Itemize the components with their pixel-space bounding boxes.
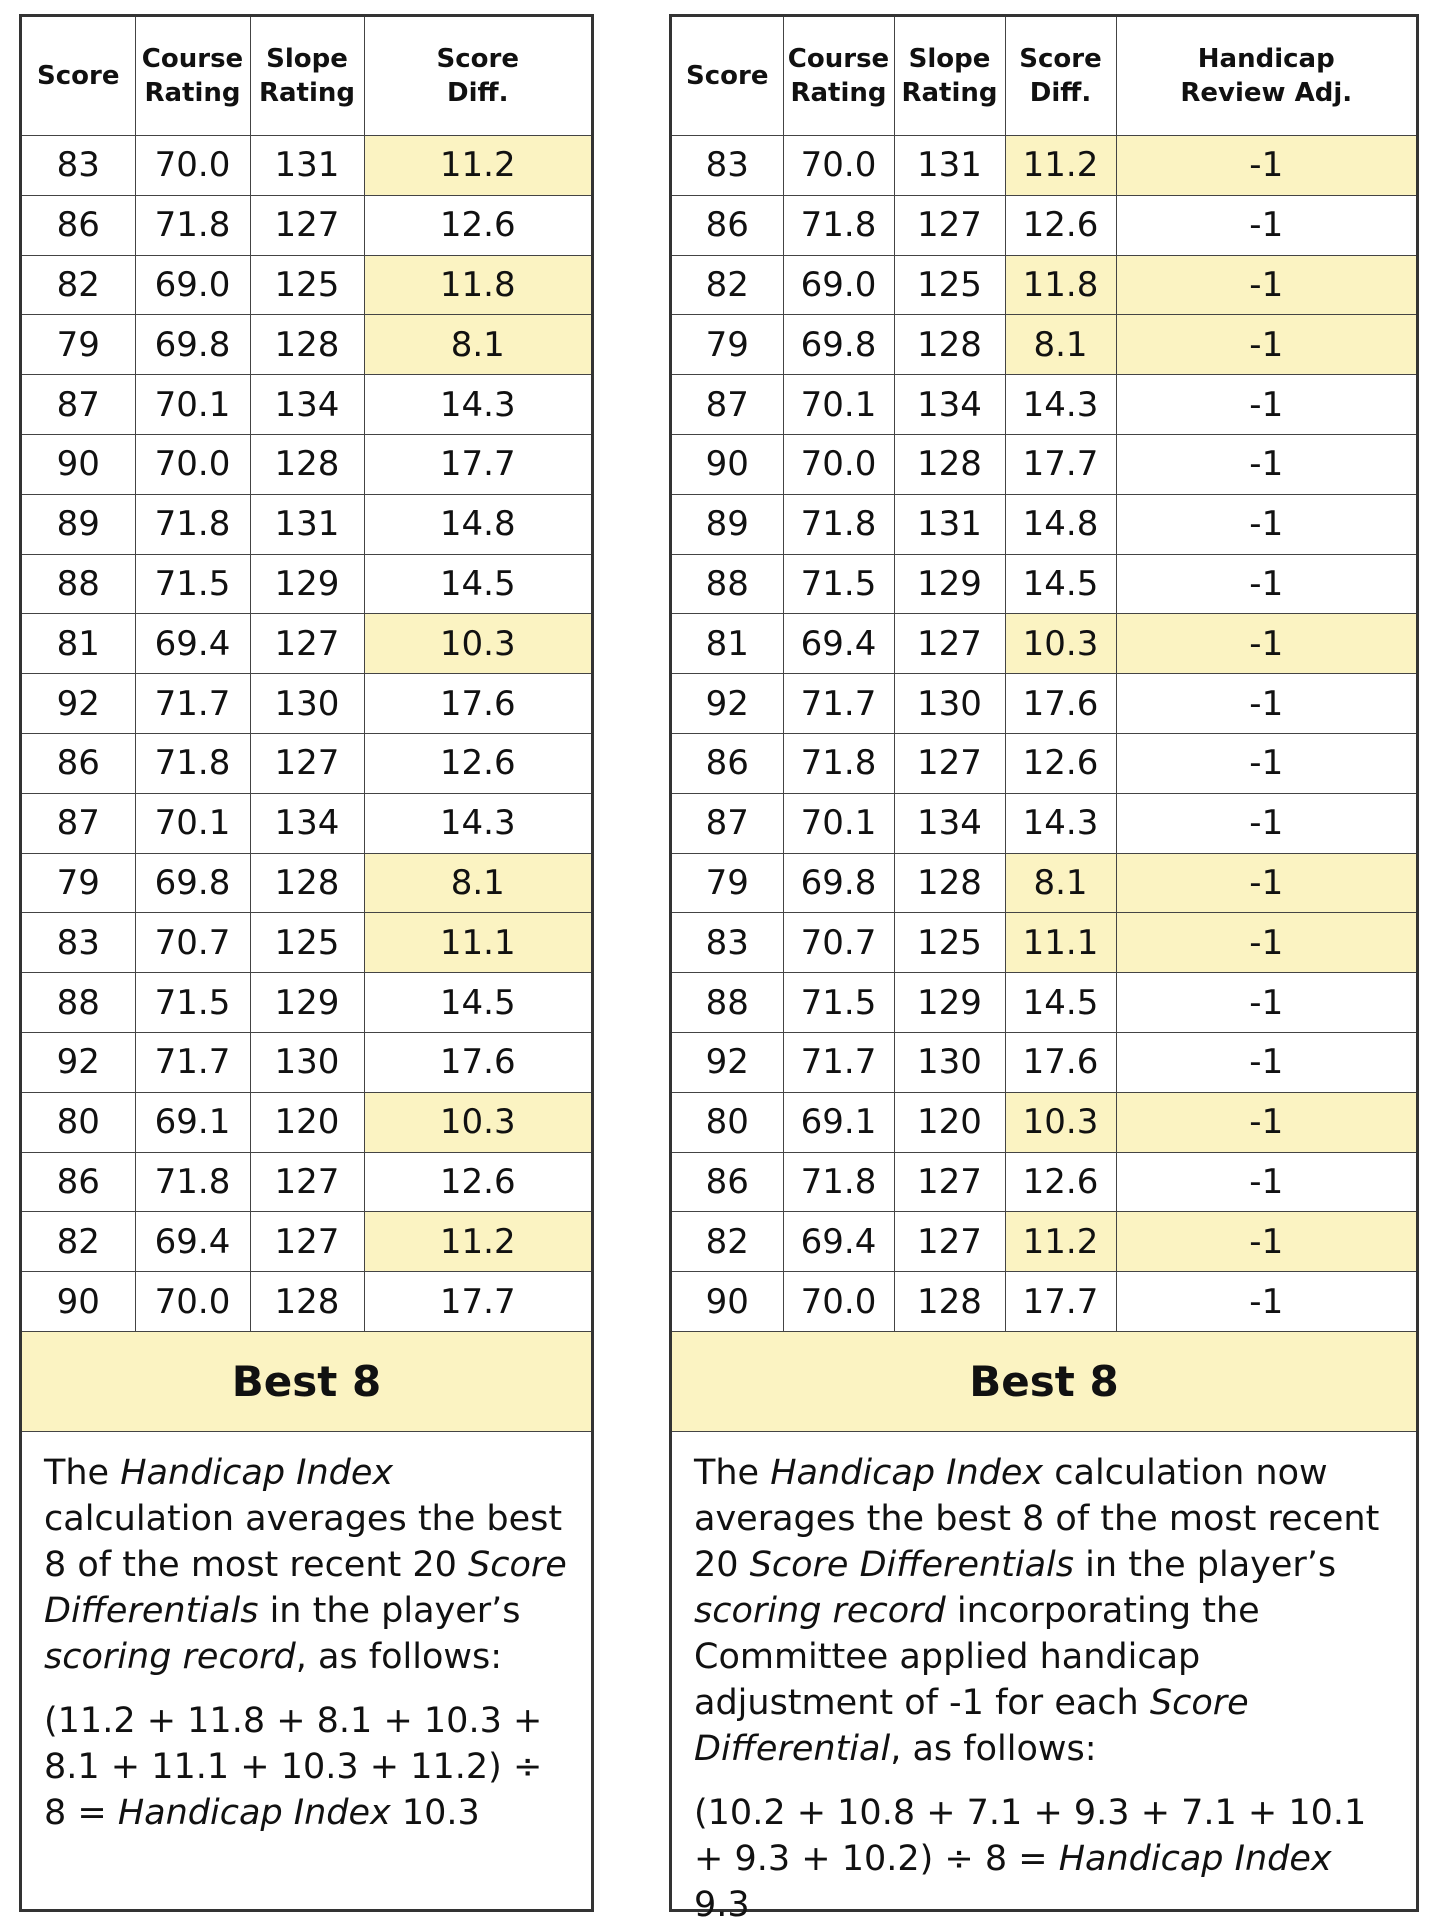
- handicap-adj-cell: -1: [1116, 554, 1416, 614]
- text-run: (10.2 + 10.8 + 7.1 + 9.3 + 7.1 + 10.1 + 9.3 + 10.2) ÷ 8 =: [694, 1792, 1367, 1879]
- slope-rating-cell: 125: [894, 255, 1005, 315]
- course-rating-cell: 69.8: [783, 853, 894, 913]
- score-cell: 82: [22, 1212, 135, 1272]
- score-diff-cell: 14.5: [1005, 554, 1116, 614]
- slope-rating-cell: 127: [894, 733, 1005, 793]
- table-row: [672, 554, 1416, 614]
- score-diff-cell: 10.3: [364, 614, 591, 674]
- course-rating-cell: 70.1: [135, 793, 250, 853]
- right-description: [672, 1432, 1416, 1928]
- handicap-adj-cell: -1: [1116, 973, 1416, 1033]
- handicap-adj-cell: -1: [1116, 315, 1416, 375]
- score-diff-cell: 8.1: [1005, 853, 1116, 913]
- course-rating-cell: 70.1: [783, 793, 894, 853]
- table-row: [672, 674, 1416, 734]
- course-rating-cell: 71.5: [135, 554, 250, 614]
- left-panel: [19, 14, 594, 1912]
- text-run: , as follows:: [890, 1728, 1097, 1769]
- score-cell: 82: [672, 1212, 783, 1272]
- text-run: incorporating the Committee applied handicap adjustment of -1 for each: [694, 1590, 1260, 1723]
- score-diff-cell: 10.3: [1005, 1092, 1116, 1152]
- slope-rating-cell: 131: [894, 136, 1005, 196]
- text-run: 10.3: [390, 1792, 480, 1833]
- course-rating-cell: 71.8: [783, 733, 894, 793]
- slope-rating-cell: 129: [894, 973, 1005, 1033]
- course-rating-cell: 69.0: [783, 255, 894, 315]
- table-row: [22, 255, 591, 315]
- score-diff-cell: 17.7: [1005, 434, 1116, 494]
- score-cell: 82: [22, 255, 135, 315]
- header-text: Score: [37, 61, 120, 91]
- table-row: [22, 375, 591, 435]
- text-run: Handicap Index: [117, 1792, 391, 1833]
- text-run: calculation now averages the best 8 of the most recent 20: [694, 1452, 1380, 1585]
- slope-rating-cell: 127: [894, 614, 1005, 674]
- score-diff-cell: 11.8: [1005, 255, 1116, 315]
- text-run: in the player’s: [258, 1590, 521, 1631]
- table-row: [22, 793, 591, 853]
- left-header-cell: [22, 17, 135, 136]
- slope-rating-cell: 129: [250, 554, 364, 614]
- text-run: The: [44, 1452, 121, 1493]
- score-cell: 86: [672, 733, 783, 793]
- text-run: Score Differentials: [44, 1544, 567, 1631]
- course-rating-cell: 70.0: [783, 1272, 894, 1332]
- right-header-row: [672, 17, 1416, 136]
- table-row: [22, 434, 591, 494]
- score-diff-cell: 14.3: [364, 375, 591, 435]
- score-cell: 81: [672, 614, 783, 674]
- score-cell: 89: [22, 494, 135, 554]
- right-panel: [669, 14, 1419, 1925]
- score-diff-cell: 11.1: [364, 913, 591, 973]
- course-rating-cell: 70.7: [135, 913, 250, 973]
- score-diff-cell: 14.3: [364, 793, 591, 853]
- score-cell: 90: [672, 1272, 783, 1332]
- right-description-text: [694, 1450, 1394, 1772]
- score-diff-cell: 8.1: [1005, 315, 1116, 375]
- score-cell: 83: [22, 913, 135, 973]
- right-header-cell: [1005, 17, 1116, 136]
- text-run: calculation averages the best 8 of the most recent 20: [44, 1498, 563, 1585]
- text-run: Handicap Index: [770, 1452, 1044, 1493]
- table-row: [672, 375, 1416, 435]
- score-cell: 87: [22, 375, 135, 435]
- slope-rating-cell: 128: [894, 434, 1005, 494]
- score-diff-cell: 14.5: [364, 554, 591, 614]
- score-diff-cell: 11.2: [1005, 1212, 1116, 1272]
- handicap-adj-cell: -1: [1116, 195, 1416, 255]
- course-rating-cell: 69.4: [783, 1212, 894, 1272]
- slope-rating-cell: 127: [250, 1212, 364, 1272]
- score-diff-cell: 14.8: [364, 494, 591, 554]
- course-rating-cell: 71.5: [783, 973, 894, 1033]
- right-header-cell: [894, 17, 1005, 136]
- course-rating-cell: 71.8: [135, 733, 250, 793]
- table-row: [22, 195, 591, 255]
- course-rating-cell: 69.1: [783, 1092, 894, 1152]
- table-row: [22, 674, 591, 734]
- score-cell: 87: [672, 375, 783, 435]
- score-cell: 86: [22, 733, 135, 793]
- table-row: [22, 1272, 591, 1332]
- score-diff-cell: 10.3: [1005, 614, 1116, 674]
- table-row: [672, 1092, 1416, 1152]
- handicap-adj-cell: -1: [1116, 853, 1416, 913]
- left-header-cell: [135, 17, 250, 136]
- score-cell: 79: [22, 315, 135, 375]
- score-diff-cell: 17.7: [364, 434, 591, 494]
- left-header-cell: [250, 17, 364, 136]
- course-rating-cell: 71.8: [783, 494, 894, 554]
- course-rating-cell: 70.0: [135, 1272, 250, 1332]
- score-cell: 87: [672, 793, 783, 853]
- handicap-adj-cell: -1: [1116, 674, 1416, 734]
- course-rating-cell: 69.8: [135, 853, 250, 913]
- table-row: [672, 136, 1416, 196]
- header-text: Diff.: [447, 78, 509, 108]
- slope-rating-cell: 128: [894, 1272, 1005, 1332]
- score-diff-cell: 17.6: [364, 1032, 591, 1092]
- table-row: [672, 1212, 1416, 1272]
- slope-rating-cell: 120: [250, 1092, 364, 1152]
- score-diff-cell: 14.3: [1005, 375, 1116, 435]
- slope-rating-cell: 128: [250, 434, 364, 494]
- slope-rating-cell: 128: [894, 315, 1005, 375]
- right-score-table: [672, 17, 1416, 1332]
- slope-rating-cell: 127: [894, 1152, 1005, 1212]
- header-text: Rating: [901, 78, 998, 108]
- score-cell: 79: [22, 853, 135, 913]
- right-table-body: [672, 136, 1416, 1332]
- text-run: scoring record: [44, 1636, 296, 1677]
- course-rating-cell: 71.8: [135, 494, 250, 554]
- course-rating-cell: 71.8: [135, 1152, 250, 1212]
- slope-rating-cell: 134: [250, 793, 364, 853]
- course-rating-cell: 69.4: [783, 614, 894, 674]
- slope-rating-cell: 127: [250, 195, 364, 255]
- slope-rating-cell: 125: [894, 913, 1005, 973]
- right-header-cell: [672, 17, 783, 136]
- handicap-adj-cell: -1: [1116, 1152, 1416, 1212]
- header-text: Course: [141, 44, 244, 74]
- table-row: [22, 136, 591, 196]
- handicap-adj-cell: -1: [1116, 1032, 1416, 1092]
- right-best-8-label: Best 8: [672, 1332, 1416, 1432]
- score-diff-cell: 12.6: [1005, 733, 1116, 793]
- table-row: [672, 255, 1416, 315]
- table-row: [672, 315, 1416, 375]
- handicap-adj-cell: -1: [1116, 1092, 1416, 1152]
- table-row: [672, 913, 1416, 973]
- score-cell: 80: [22, 1092, 135, 1152]
- slope-rating-cell: 130: [894, 1032, 1005, 1092]
- course-rating-cell: 70.7: [783, 913, 894, 973]
- slope-rating-cell: 131: [894, 494, 1005, 554]
- score-diff-cell: 12.6: [364, 1152, 591, 1212]
- table-row: [672, 195, 1416, 255]
- table-row: [672, 1272, 1416, 1332]
- course-rating-cell: 69.8: [135, 315, 250, 375]
- table-row: [672, 614, 1416, 674]
- right-formula: [694, 1790, 1394, 1928]
- score-diff-cell: 12.6: [364, 733, 591, 793]
- score-diff-cell: 11.2: [364, 1212, 591, 1272]
- course-rating-cell: 69.1: [135, 1092, 250, 1152]
- left-description: [22, 1432, 591, 1836]
- score-cell: 90: [22, 1272, 135, 1332]
- handicap-adj-cell: -1: [1116, 434, 1416, 494]
- slope-rating-cell: 127: [250, 614, 364, 674]
- score-cell: 83: [22, 136, 135, 196]
- header-text: Rating: [258, 78, 356, 108]
- course-rating-cell: 71.8: [783, 195, 894, 255]
- left-table-body: [22, 136, 591, 1332]
- table-row: [672, 494, 1416, 554]
- slope-rating-cell: 128: [250, 853, 364, 913]
- score-diff-cell: 8.1: [364, 315, 591, 375]
- score-diff-cell: 12.6: [364, 195, 591, 255]
- slope-rating-cell: 131: [250, 494, 364, 554]
- table-row: [22, 1212, 591, 1272]
- slope-rating-cell: 131: [250, 136, 364, 196]
- left-score-table: [22, 17, 591, 1332]
- course-rating-cell: 70.1: [135, 375, 250, 435]
- slope-rating-cell: 130: [250, 1032, 364, 1092]
- table-row: [22, 614, 591, 674]
- score-diff-cell: 11.8: [364, 255, 591, 315]
- header-text: Slope: [266, 44, 348, 74]
- table-row: [672, 733, 1416, 793]
- score-diff-cell: 14.5: [1005, 973, 1116, 1033]
- score-cell: 80: [672, 1092, 783, 1152]
- handicap-adj-cell: -1: [1116, 614, 1416, 674]
- header-text: Score: [1019, 44, 1102, 74]
- score-cell: 86: [672, 1152, 783, 1212]
- slope-rating-cell: 134: [894, 375, 1005, 435]
- left-header-row: [22, 17, 591, 136]
- score-cell: 88: [672, 554, 783, 614]
- table-row: [22, 554, 591, 614]
- header-text: Score: [436, 44, 519, 74]
- table-row: [672, 434, 1416, 494]
- header-text: Review Adj.: [1180, 78, 1353, 108]
- score-cell: 88: [672, 973, 783, 1033]
- score-cell: 86: [672, 195, 783, 255]
- text-run: , as follows:: [295, 1636, 503, 1677]
- course-rating-cell: 71.7: [783, 674, 894, 734]
- course-rating-cell: 71.8: [135, 195, 250, 255]
- course-rating-cell: 69.4: [135, 614, 250, 674]
- handicap-adj-cell: -1: [1116, 913, 1416, 973]
- handicap-adj-cell: -1: [1116, 1272, 1416, 1332]
- course-rating-cell: 71.8: [783, 1152, 894, 1212]
- slope-rating-cell: 134: [250, 375, 364, 435]
- text-run: 9.3: [694, 1884, 750, 1925]
- slope-rating-cell: 125: [250, 255, 364, 315]
- score-cell: 83: [672, 136, 783, 196]
- text-run: scoring record: [694, 1590, 946, 1631]
- table-row: [22, 1032, 591, 1092]
- text-run: Handicap Index: [120, 1452, 394, 1493]
- score-diff-cell: 17.6: [1005, 1032, 1116, 1092]
- table-row: [672, 1152, 1416, 1212]
- table-row: [22, 733, 591, 793]
- slope-rating-cell: 120: [894, 1092, 1005, 1152]
- score-cell: 92: [22, 674, 135, 734]
- slope-rating-cell: 134: [894, 793, 1005, 853]
- right-header-cell: [1116, 17, 1416, 136]
- score-cell: 81: [22, 614, 135, 674]
- handicap-adj-cell: -1: [1116, 494, 1416, 554]
- header-text: Diff.: [1029, 78, 1092, 108]
- slope-rating-cell: 127: [894, 1212, 1005, 1272]
- course-rating-cell: 70.0: [783, 434, 894, 494]
- text-run: (11.2 + 11.8 + 8.1 + 10.3 + 8.1 + 11.1 + 10.3 + 11.2) ÷ 8 =: [44, 1700, 543, 1833]
- slope-rating-cell: 128: [894, 853, 1005, 913]
- score-cell: 86: [22, 1152, 135, 1212]
- text-run: in the player’s: [1074, 1544, 1337, 1585]
- table-row: [22, 853, 591, 913]
- header-text: Rating: [790, 78, 887, 108]
- slope-rating-cell: 130: [894, 674, 1005, 734]
- header-text: Score: [686, 61, 769, 91]
- text-run: Score Differential: [694, 1682, 1249, 1769]
- table-row: [22, 494, 591, 554]
- handicap-adj-cell: -1: [1116, 375, 1416, 435]
- left-description-text: [44, 1450, 569, 1680]
- slope-rating-cell: 127: [250, 733, 364, 793]
- course-rating-cell: 70.0: [783, 136, 894, 196]
- score-diff-cell: 17.7: [1005, 1272, 1116, 1332]
- header-text: Handicap: [1197, 44, 1335, 74]
- slope-rating-cell: 128: [250, 1272, 364, 1332]
- table-row: [672, 793, 1416, 853]
- course-rating-cell: 71.5: [135, 973, 250, 1033]
- score-diff-cell: 11.2: [1005, 136, 1116, 196]
- course-rating-cell: 70.0: [135, 136, 250, 196]
- header-text: Course: [787, 44, 890, 74]
- score-cell: 92: [22, 1032, 135, 1092]
- header-text: Slope: [908, 44, 991, 74]
- slope-rating-cell: 127: [250, 1152, 364, 1212]
- score-cell: 88: [22, 554, 135, 614]
- score-cell: 82: [672, 255, 783, 315]
- table-row: [22, 973, 591, 1033]
- score-diff-cell: 17.7: [364, 1272, 591, 1332]
- slope-rating-cell: 128: [250, 315, 364, 375]
- score-cell: 83: [672, 913, 783, 973]
- handicap-adj-cell: -1: [1116, 1212, 1416, 1272]
- table-row: [672, 1032, 1416, 1092]
- slope-rating-cell: 130: [250, 674, 364, 734]
- left-formula: [44, 1698, 569, 1836]
- header-text: Rating: [144, 78, 241, 108]
- table-row: [22, 315, 591, 375]
- score-cell: 90: [672, 434, 783, 494]
- slope-rating-cell: 127: [894, 195, 1005, 255]
- score-cell: 79: [672, 315, 783, 375]
- course-rating-cell: 71.7: [135, 1032, 250, 1092]
- course-rating-cell: 71.5: [783, 554, 894, 614]
- score-diff-cell: 14.3: [1005, 793, 1116, 853]
- text-run: Score Differentials: [749, 1544, 1075, 1585]
- handicap-adj-cell: -1: [1116, 255, 1416, 315]
- slope-rating-cell: 125: [250, 913, 364, 973]
- right-header-cell: [783, 17, 894, 136]
- score-cell: 87: [22, 793, 135, 853]
- score-cell: 90: [22, 434, 135, 494]
- table-row: [672, 973, 1416, 1033]
- slope-rating-cell: 129: [894, 554, 1005, 614]
- score-diff-cell: 12.6: [1005, 1152, 1116, 1212]
- table-row: [22, 1152, 591, 1212]
- score-diff-cell: 12.6: [1005, 195, 1116, 255]
- handicap-adj-cell: -1: [1116, 136, 1416, 196]
- score-diff-cell: 14.5: [364, 973, 591, 1033]
- score-diff-cell: 17.6: [1005, 674, 1116, 734]
- score-diff-cell: 17.6: [364, 674, 591, 734]
- score-cell: 79: [672, 853, 783, 913]
- handicap-adj-cell: -1: [1116, 733, 1416, 793]
- course-rating-cell: 71.7: [783, 1032, 894, 1092]
- score-diff-cell: 10.3: [364, 1092, 591, 1152]
- score-cell: 88: [22, 973, 135, 1033]
- slope-rating-cell: 129: [250, 973, 364, 1033]
- left-best-8-label: Best 8: [22, 1332, 591, 1432]
- course-rating-cell: 69.0: [135, 255, 250, 315]
- score-diff-cell: 14.8: [1005, 494, 1116, 554]
- table-row: [22, 1092, 591, 1152]
- text-run: The: [694, 1452, 771, 1493]
- course-rating-cell: 70.1: [783, 375, 894, 435]
- course-rating-cell: 70.0: [135, 434, 250, 494]
- course-rating-cell: 69.4: [135, 1212, 250, 1272]
- score-diff-cell: 8.1: [364, 853, 591, 913]
- score-diff-cell: 11.2: [364, 136, 591, 196]
- table-row: [22, 913, 591, 973]
- score-cell: 92: [672, 674, 783, 734]
- handicap-adj-cell: -1: [1116, 793, 1416, 853]
- score-cell: 92: [672, 1032, 783, 1092]
- text-run: Handicap Index: [1058, 1838, 1332, 1879]
- score-cell: 89: [672, 494, 783, 554]
- score-cell: 86: [22, 195, 135, 255]
- course-rating-cell: 71.7: [135, 674, 250, 734]
- score-diff-cell: 11.1: [1005, 913, 1116, 973]
- table-row: [672, 853, 1416, 913]
- left-header-cell: [364, 17, 591, 136]
- course-rating-cell: 69.8: [783, 315, 894, 375]
